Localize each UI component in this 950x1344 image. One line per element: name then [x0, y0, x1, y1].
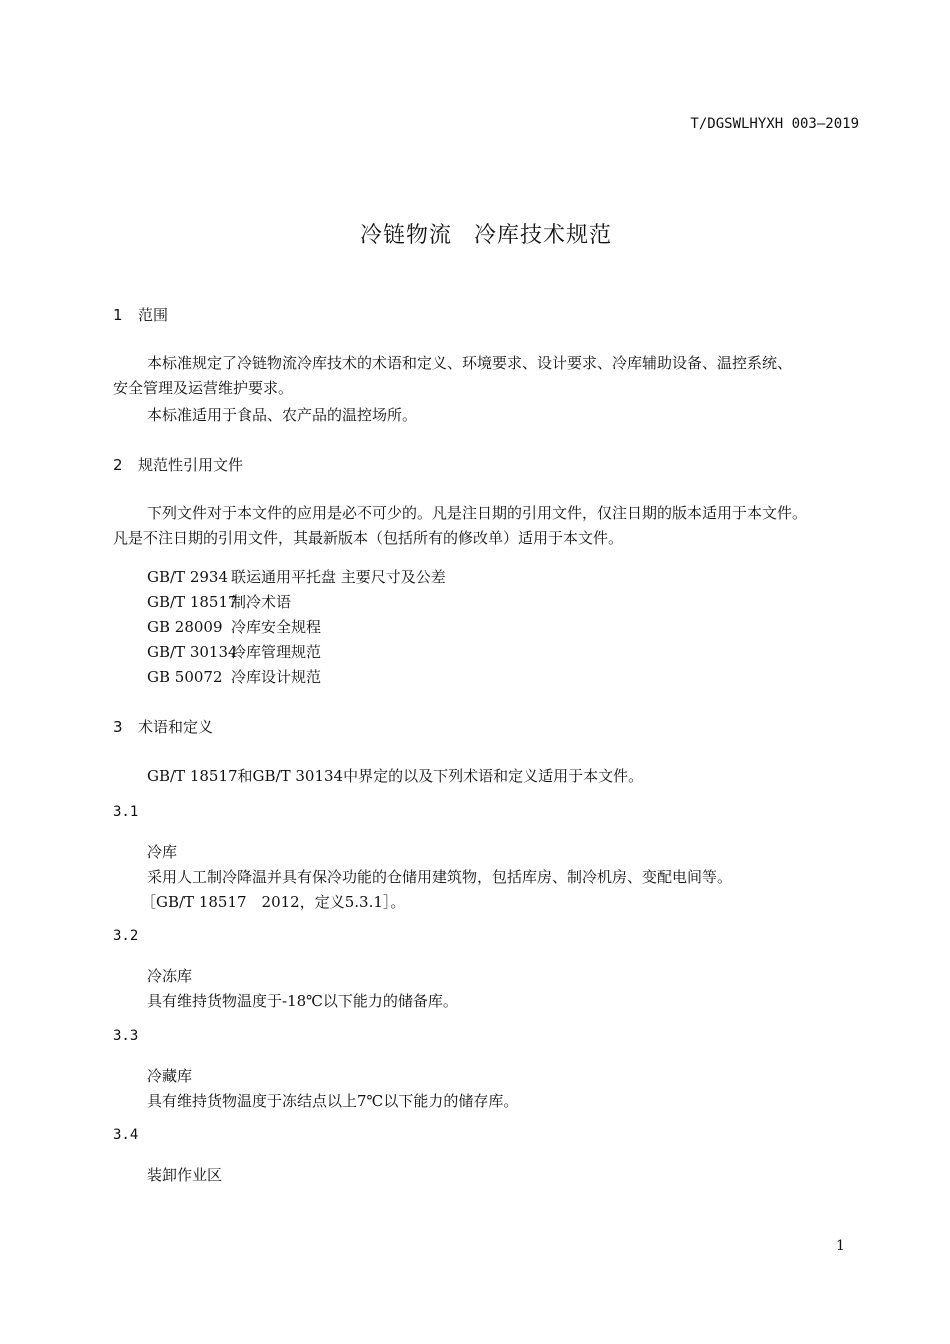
term-definition: 具有维持货物温度于-18℃以下能力的储备库。: [147, 992, 458, 1010]
reference-item: [147, 616, 321, 637]
section-number: 3: [113, 718, 123, 736]
term-number: 3.4: [113, 1127, 139, 1143]
term-name: 装卸作业区: [147, 1166, 223, 1184]
reference-code: GB/T 30134: [147, 643, 238, 661]
section-number: 2: [113, 456, 123, 474]
term-number: 3.3: [113, 1028, 139, 1044]
term-definition: 采用人工制冷降温并具有保冷功能的仓储用建筑物，包括库房、制冷机房、变配电间等。: [147, 868, 733, 886]
section-number: 1: [113, 306, 123, 324]
term-definition: 具有维持货物温度于冻结点以上7℃以下能力的储存库。: [147, 1092, 519, 1110]
terms-intro: GB/T 18517和GB/T 30134中界定的以及下列术语和定义适用于本文件。: [147, 767, 644, 785]
reference-title: 制冷术语: [231, 593, 292, 611]
page-number: 1: [836, 1238, 845, 1254]
reference-code: GB 28009: [147, 618, 223, 636]
section-title: 术语和定义: [138, 718, 214, 736]
scope-paragraph-1: 本标准规定了冷链物流冷库技术的术语和定义、环境要求、设计要求、冷库辅助设备、温控系统、 安全管理及运营维护要求。: [113, 354, 793, 397]
reference-title: 联运通用平托盘 主要尺寸及公差: [231, 568, 446, 586]
title-part-1: 冷链物流: [359, 223, 452, 248]
reference-title: 冷库安全规程: [231, 618, 322, 636]
reference-title: 冷库管理规范: [231, 643, 322, 661]
term-number: 3.2: [113, 928, 139, 944]
document-code: T/DGSWLHYXH 003—2019: [690, 116, 859, 132]
reference-code: GB/T 18517: [147, 593, 238, 611]
term-name: 冷藏库: [147, 1067, 193, 1085]
section-heading-2: [113, 454, 243, 475]
term-name: 冷冻库: [147, 967, 193, 985]
reference-code: GB/T 2934: [147, 568, 229, 586]
section-heading-3: [113, 716, 213, 737]
normative-references-paragraph: 下列文件对于本文件的应用是必不可少的。凡是注日期的引用文件，仅注日期的版本适用于本文件。 凡是不注日期的引用文件，其最新版本（包括所有的修改单）适用于本文件。: [113, 504, 808, 547]
reference-code: GB 50072: [147, 668, 223, 686]
document-title: [0, 218, 950, 249]
section-title: 范围: [138, 306, 169, 324]
reference-item: [147, 591, 291, 612]
term-name: 冷库: [147, 843, 178, 861]
term-source: ［GB/T 18517 2012，定义5.3.1］。: [141, 893, 406, 911]
section-heading-1: [113, 304, 168, 325]
scope-paragraph-2: 本标准适用于食品、农产品的温控场所。: [147, 406, 418, 424]
section-title: 规范性引用文件: [138, 456, 244, 474]
term-number: 3.1: [113, 804, 139, 820]
title-part-2: 冷库技术规范: [474, 223, 613, 248]
reference-item: [147, 566, 446, 587]
reference-item: [147, 666, 321, 687]
reference-title: 冷库设计规范: [231, 668, 322, 686]
reference-item: [147, 641, 321, 662]
